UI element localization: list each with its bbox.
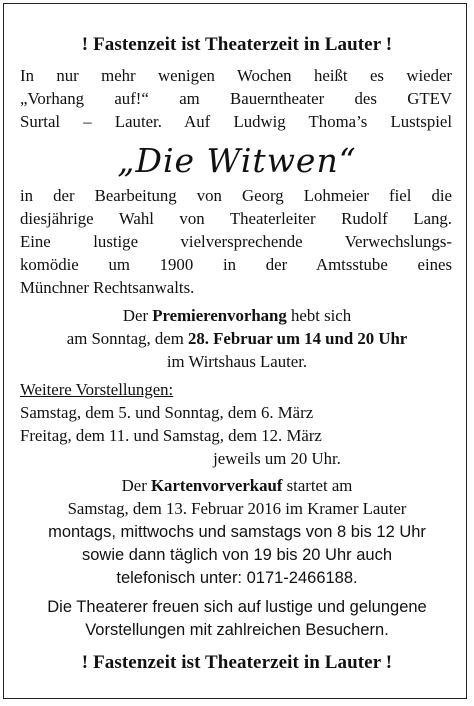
- description-line-5: Münchner Rechtsanwalts.: [20, 278, 195, 297]
- further-heading: [20, 380, 173, 400]
- further-heading-text: Weitere Vorstellungen:: [20, 380, 174, 399]
- description-line-3: Eine lustige vielversprechende Verwechslungs-: [20, 232, 452, 251]
- premiere-line-1: [0, 306, 474, 326]
- play-title: „Die Witwen“: [117, 141, 357, 180]
- presale-line-4: sowie dann täglich von 19 bis 20 Uhr auch: [81, 546, 393, 564]
- presale-highlight: Kartenvorverkauf: [151, 476, 283, 495]
- intro-line-1: In nur mehr wenigen Wochen heißt es wieder: [20, 66, 452, 85]
- description-line-1: in der Bearbeitung von Georg Lohmeier fiel die: [20, 186, 452, 205]
- premiere-highlight: Premierenvorhang: [152, 306, 287, 325]
- closing-line-1: Die Theaterer freuen sich auf lustige und gelungene: [47, 598, 427, 616]
- premiere-line-2: [0, 329, 474, 349]
- presale-line-1: [0, 476, 474, 496]
- description-line-2: diesjährige Wahl von Theaterleiter Rudolf Lang.: [20, 209, 452, 228]
- presale-prefix: Der: [121, 476, 151, 495]
- further-line-3: jeweils um 20 Uhr.: [213, 449, 341, 468]
- intro-line-2: „Vorhang auf!“ am Bauerntheater des GTEV: [20, 89, 452, 108]
- presale-line-3: montags, mittwochs und samstags von 8 bis 12 Uhr: [48, 523, 426, 541]
- headline-bottom: ! Fastenzeit ist Theaterzeit in Lauter !: [81, 652, 393, 673]
- further-line-1: Samstag, dem 5. und Sonntag, dem 6. März: [20, 403, 314, 422]
- intro-line-3: Surtal – Lauter. Auf Ludwig Thoma’s Lustspiel: [20, 112, 452, 131]
- presale-suffix: startet am: [282, 476, 353, 495]
- premiere-date-highlight: 28. Februar um 14 und 20 Uhr: [187, 329, 408, 348]
- closing-line-2: Vorstellungen mit zahlreichen Besuchern.: [85, 621, 389, 639]
- description-line-4: komödie um 1900 in der Amtsstube eines: [20, 255, 452, 274]
- premiere-prefix: Der: [122, 306, 153, 325]
- presale-line-5: telefonisch unter: 0171-2466188.: [116, 569, 358, 587]
- premiere-date-prefix: am Sonntag, dem: [66, 329, 188, 348]
- premiere-suffix: hebt sich: [286, 306, 352, 325]
- premiere-location: im Wirtshaus Lauter.: [166, 352, 308, 371]
- further-line-2: Freitag, dem 11. und Samstag, dem 12. März: [20, 426, 322, 445]
- headline-top: ! Fastenzeit ist Theaterzeit in Lauter !: [81, 34, 393, 55]
- presale-line-2: Samstag, dem 13. Februar 2016 im Kramer Lauter: [67, 499, 407, 518]
